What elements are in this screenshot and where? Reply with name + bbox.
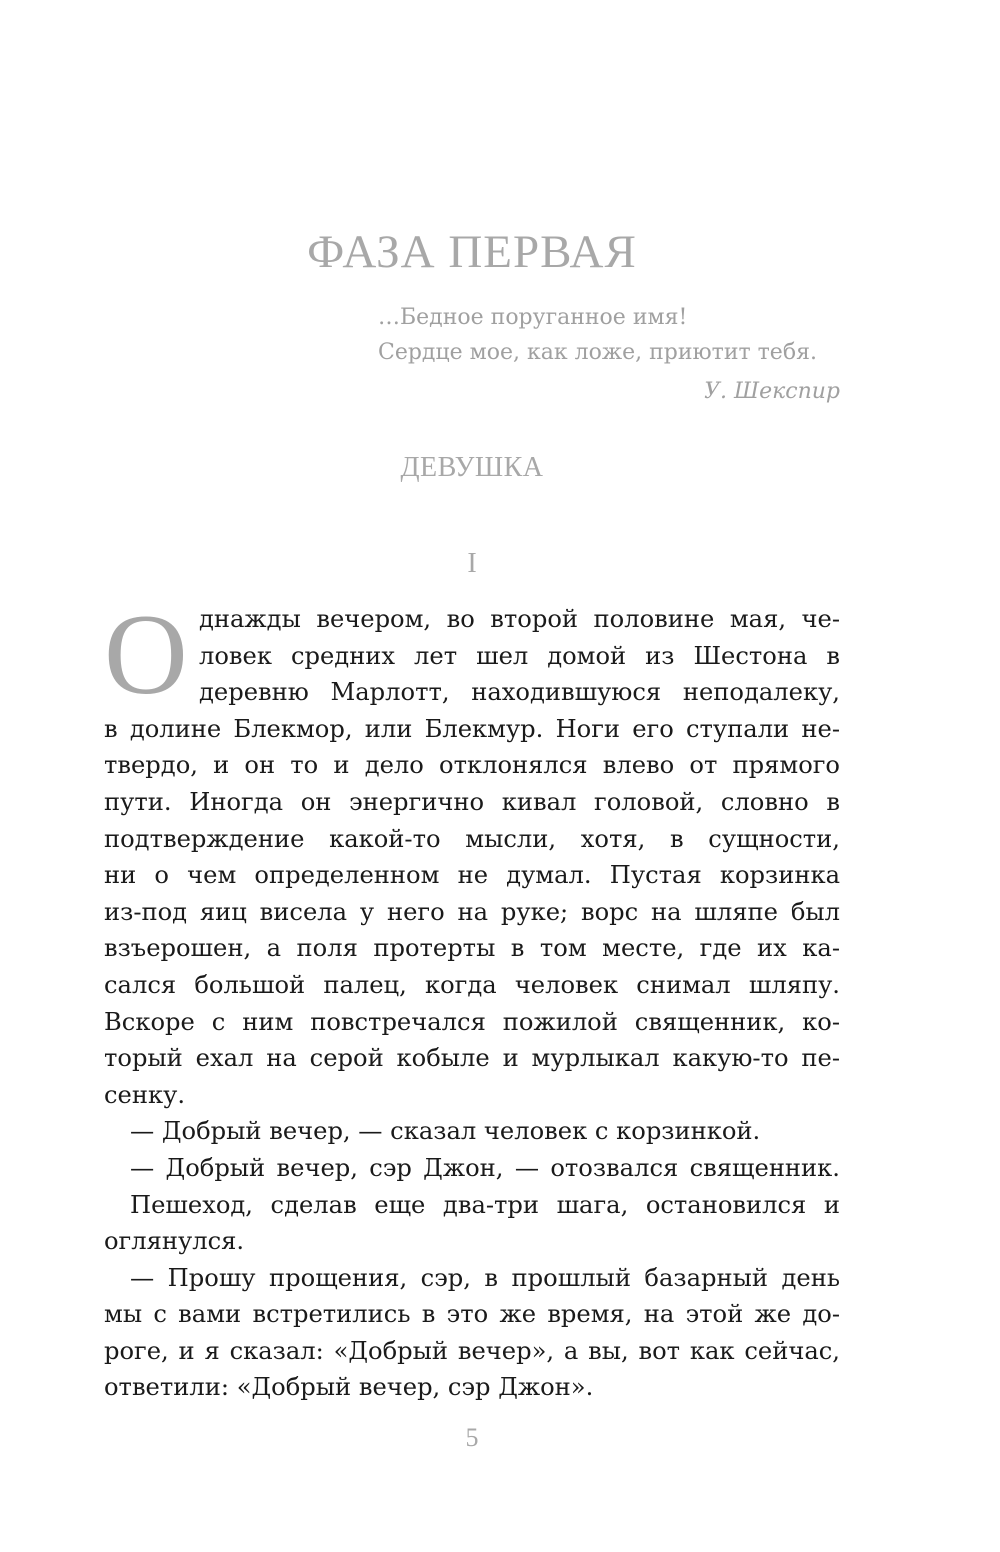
dialogue-line: — Прошу прощения, сэр, в прошлый базарный день: [130, 1263, 840, 1292]
text-line: из-под яиц висела у него на руке; ворс на шляпе был: [104, 897, 840, 926]
text-line: деревню Марлотт, находившуюся неподалеку,: [199, 678, 840, 707]
section-number: I: [467, 548, 477, 579]
part-title: ФАЗА ПЕРВАЯ: [307, 226, 637, 278]
text-line: пути. Иногда он энергично кивал головой, словно в: [104, 787, 840, 816]
text-line: оглянулся.: [104, 1227, 245, 1256]
text-line: мы с вами встретились в это же время, на этой же до-: [104, 1300, 840, 1329]
epigraph-author: У. Шекспир: [704, 379, 840, 404]
text-line: в долине Блекмор, или Блекмур. Ноги его ступали не-: [104, 714, 840, 743]
epigraph-line: …Бедное поруганное имя!: [378, 305, 688, 330]
text-line: Пешеход, сделав еще два-три шага, остановился и: [130, 1190, 840, 1219]
dialogue-line: — Добрый вечер, — сказал человек с корзинкой.: [130, 1117, 761, 1146]
text-line: Вскоре с ним повстречался пожилой священник, ко-: [104, 1007, 840, 1036]
drop-cap: О: [104, 591, 188, 719]
text-line: сался большой палец, когда человек снимал шляпу.: [104, 970, 840, 999]
text-line: ответили: «Добрый вечер, сэр Джон».: [104, 1373, 594, 1402]
text-line: твердо, и он то и дело отклонялся влево от прямого: [104, 751, 840, 780]
body-text: [104, 591, 840, 1406]
text-line: ни о чем определенном не думал. Пустая корзинка: [104, 861, 840, 890]
text-line: сенку.: [104, 1080, 186, 1109]
epigraph: [378, 300, 840, 409]
page-number: 5: [465, 1423, 479, 1452]
text-line: подтверждение какой-то мысли, хотя, в сущности,: [104, 824, 840, 853]
opening-paragraph: [104, 591, 840, 1113]
epigraph-line: Сердце мое, как ложе, приютит тебя.: [378, 340, 817, 365]
chapter-title: ДЕВУШКА: [400, 452, 544, 483]
text-line: торый ехал на серой кобыле и мурлыкал какую-то пе-: [104, 1044, 840, 1073]
text-line: взъерошен, а поля протерты в том месте, где их ка-: [104, 934, 840, 963]
text-line: ловек средних лет шел домой из Шестона в: [199, 641, 840, 670]
text-line: днажды вечером, во второй половине мая, че-: [199, 605, 840, 633]
dialogue-line: — Добрый вечер, сэр Джон, — отозвался священник.: [130, 1153, 840, 1182]
text-line: роге, и я сказал: «Добрый вечер», а вы, вот как сейчас,: [104, 1336, 840, 1365]
